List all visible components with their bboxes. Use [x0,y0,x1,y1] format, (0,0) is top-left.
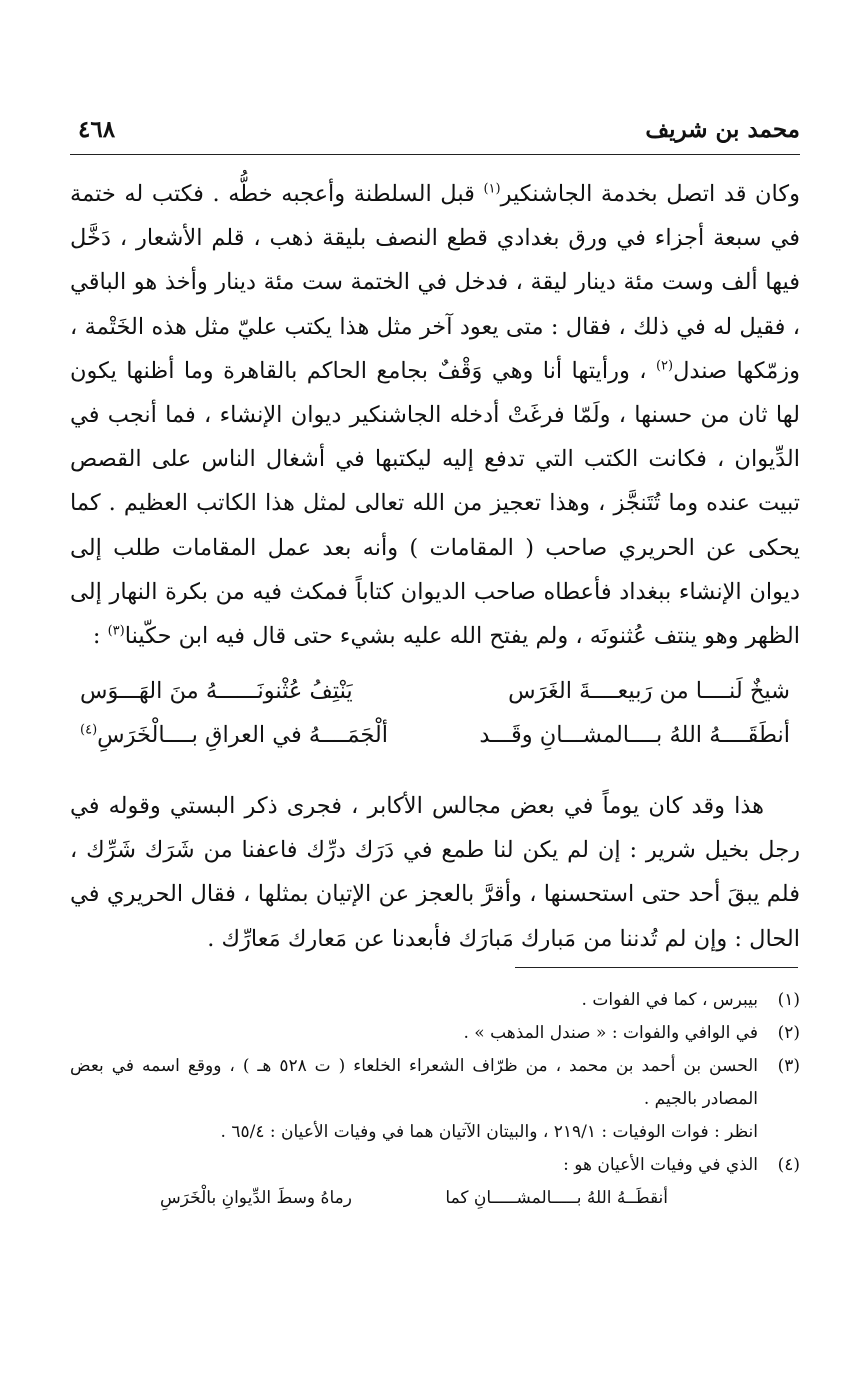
footnote-4-text: الذي في وفيات الأعيان هو : [563,1155,758,1175]
main-text [70,172,800,658]
footnote-4-number: (٤) [777,1155,800,1175]
footnote-4-verse-first: أنقطَــهُ اللهُ بـــــالمشـــــانِ كما [445,1188,668,1208]
poem-verse-2 [70,722,800,766]
footnote-2-number: (٢) [777,1023,800,1043]
verse-2-second-hemistich: ألْجَمَــــهُ في العراقِ بــــالْخَرَسِ [97,722,389,748]
footnote-1-number: (١) [777,990,800,1010]
footnote-3 [70,1050,800,1149]
verse-2-second-hemistich-wrap [80,722,388,748]
footnote-4 [70,1149,800,1216]
poem [70,678,800,770]
paragraph-1 [70,172,800,658]
paragraph-1-part-4: : [92,623,108,650]
footnote-3-extra: انظر : فوات الوفيات : ٢١٩/١ ، والبيتان الآتيان هما في وفيات الأعيان : ٦٥/٤ . [220,1122,758,1142]
running-title: محمد بن شريف [645,116,800,143]
paragraph-1-part-3: ، ورأيتها أنا وهي وَقْفٌ بجامع الحاكم بالقاهرة وما أظنها يكون لها ثان من حسنها ، ولَمّا فرغَتْ أدخله الجاشنكير ديوان الإنشاء ، فما أنجب في الدِّيوان ، فكانت الكتب التي تدفع إليه ليكتبها في أشغال الناس على القصص تبيت عنده وما تُتَنجَّز ، وهذا تعجيز من الله تعالى لمثل هذا الكاتب العظيم . كما يحكى عن الحريري صاحب ( المقامات ) وأنه بعد عمل المقامات طلب إلى ديوان الإنشاء ببغداد فأعطاه صاحب الديوان كتاباً فمكث فيه من بكرة النهار إلى الظهر وهو ينتف عُثنونَه ، ولم يفتح الله عليه بشيء حتى قال فيه ابن حكّينا [70,357,800,650]
verse-2-first-hemistich: أنطَقَــــهُ اللهُ بــــالمشـــانِ وقَـــد [479,722,790,748]
paragraph-1-part-2: قبل السلطنة وأعجبه خطُّه . فكتب له ختمة في سبعة أجزاء في ورق بغدادي قطع النصف بليقة ذهب ، قلم الأشعار ، دَخَّل فيها ألف وست مئة دينار ليقة ، فدخل في الختمة ست مئة دينار وأخذ هو الباقي ، فقيل له في ذلك ، فقال : متى يعود آخر مثل هذا يكتب عليّ مثل هذه الخَتْمة ، وزمّكها صندل [70,181,800,384]
poem-verse-1 [70,678,800,722]
footnote-2 [70,1017,800,1050]
footnote-ref-3: (٣) [107,623,125,639]
verse-1-second-hemistich: يَنْتِفُ عُثْنونَــــــهُ منَ الهَـــوَس [80,678,353,704]
footnote-3-number: (٣) [777,1056,800,1076]
footnote-ref-2: (٢) [655,358,674,374]
footnote-1-text: بيبرس ، كما في الفوات . [581,990,758,1010]
paragraph-2-wrap [70,784,800,961]
footnote-4-verse [70,1182,758,1216]
verse-1-first-hemistich: شيخٌ لَنــــا من رَبيعــــةَ الغَرَس [508,678,790,704]
paragraph-1-part-1: وكان قد اتصل بخدمة الجاشنكير [500,181,800,207]
page-number: ٤٦٨ [78,116,116,143]
footnote-2-text: في الوافي والفوات : « صندل المذهب » . [463,1023,758,1043]
footnote-divider [515,967,798,968]
paragraph-2: هذا وقد كان يوماً في بعض مجالس الأكابر ، فجرى ذكر البستي وقوله في رجل بخيل شرير : إن لم يكن لنا طمع في دَرَك درِّك فاعفنا من شَرَك شَرِّك ، فلم يبقَ أحد حتى استحسنها ، وأقرَّ بالعجز عن الإتيان بمثلها ، فقال الحريري في الحال : وإن لم تُدننا من مَبارك مَبارَك فأبعدنا عن مَعارك مَعارِّك . [70,793,800,952]
footnote-1 [70,984,800,1017]
page-header [70,114,800,155]
footnotes [70,984,800,1216]
footnote-4-verse-second: رماهُ وسطَ الدِّيوانِ بالْخَرَسِ [160,1188,352,1208]
footnote-ref-4: (٤) [80,722,98,738]
footnote-3-text: الحسن بن أحمد بن محمد ، من ظرّاف الشعراء الخلعاء ( ت ٥٢٨ هـ ) ، ووقع اسمه في بعض المصادر بالجيم . [70,1056,758,1109]
footnote-ref-1: (١) [483,181,501,197]
